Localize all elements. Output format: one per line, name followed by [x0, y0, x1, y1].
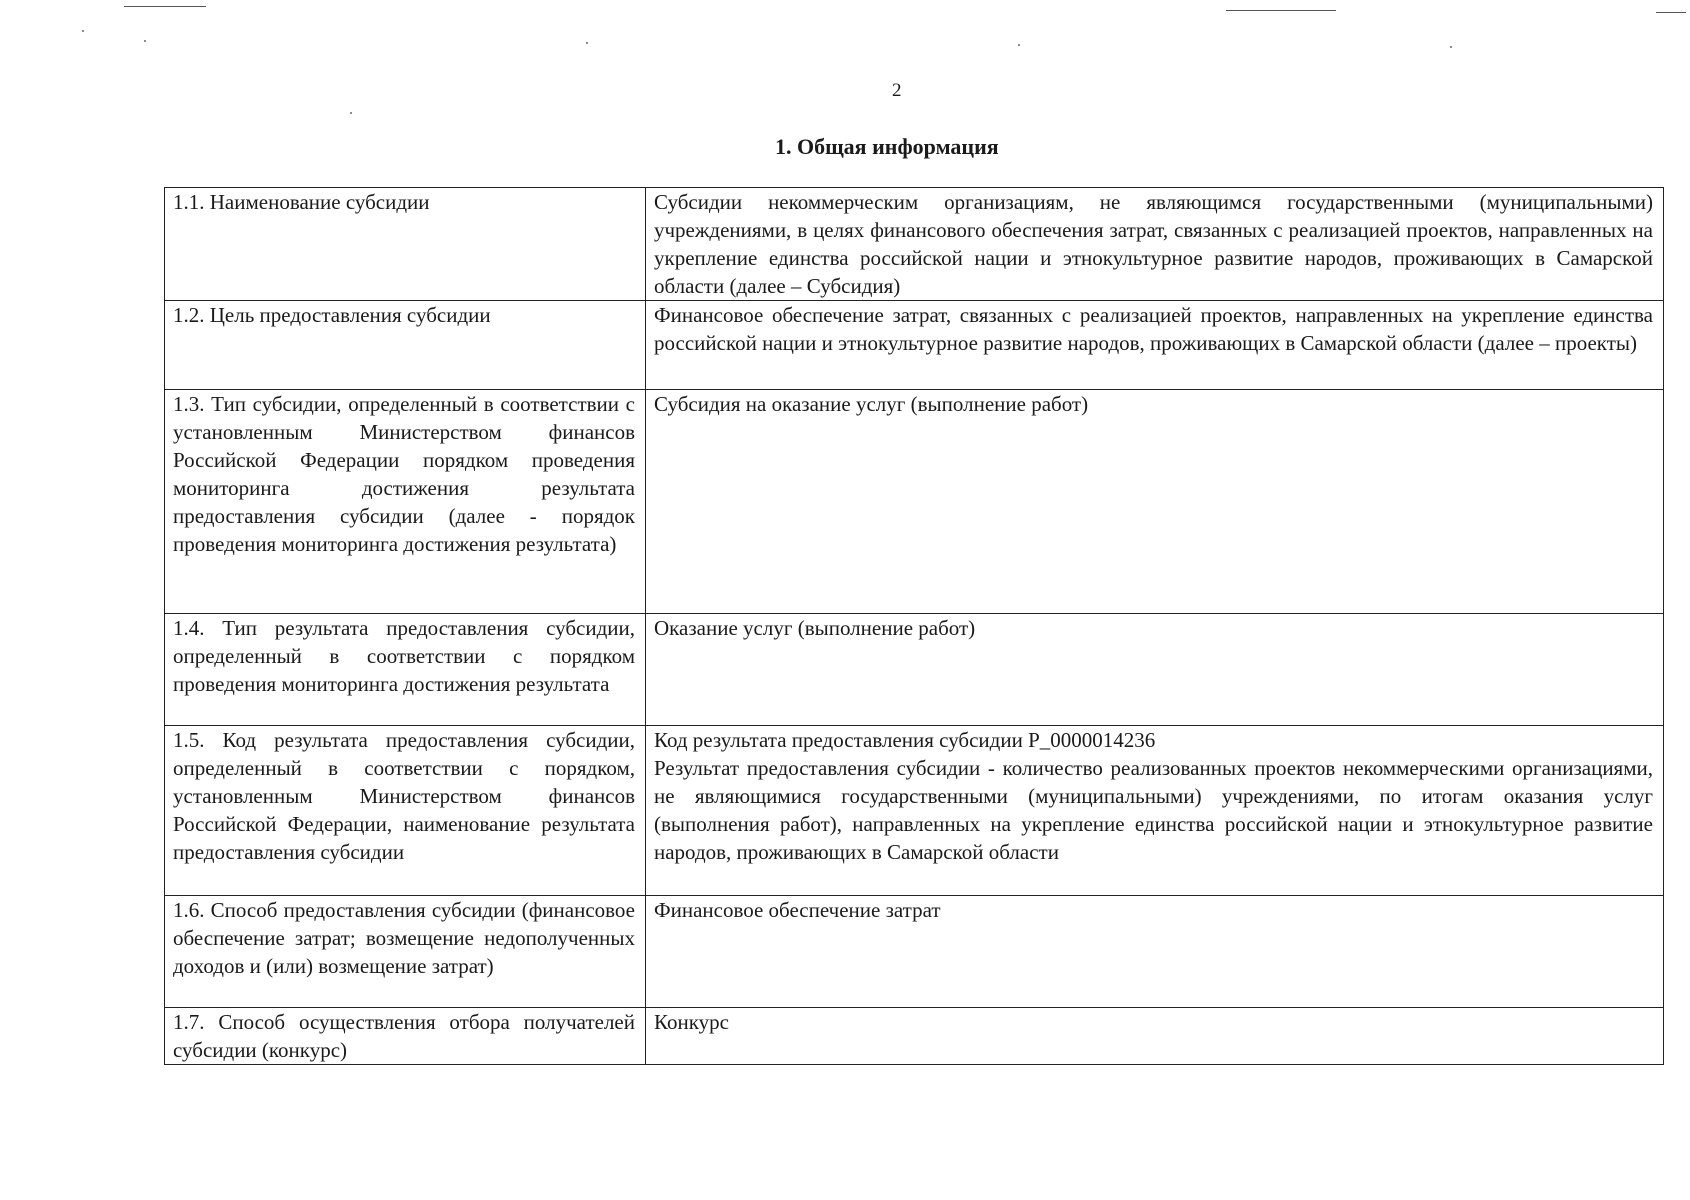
scan-artifact	[1656, 12, 1686, 13]
general-info-table	[164, 187, 1664, 1065]
row-label: 1.7. Способ осуществления отбора получателей субсидии (конкурс)	[165, 1008, 646, 1065]
scan-speck	[82, 30, 84, 32]
row-label: 1.2. Цель предоставления субсидии	[165, 301, 646, 390]
table-row	[165, 188, 1664, 301]
scan-speck	[1018, 44, 1020, 46]
table-row	[165, 301, 1664, 390]
table-row	[165, 896, 1664, 1008]
table-row	[165, 390, 1664, 614]
row-value: Финансовое обеспечение затрат	[646, 896, 1664, 1008]
table-row	[165, 726, 1664, 896]
result-description: Результат предоставления субсидии - количество реализованных проектов некоммерческими организациями, не являющимися государственными (муниципальными) учреждениями, по итогам оказания услуг (выполнения работ), направленных на укрепление единства российской нации и этнокультурное развитие народов, проживающих в Самарской области	[654, 756, 1653, 864]
scan-speck	[1450, 46, 1452, 48]
row-label: 1.3. Тип субсидии, определенный в соответствии с установленным Министерством финансов Российской Федерации порядком проведения мониторинга достижения результата предоставления субсидии (далее - порядок проведения мониторинга достижения результата)	[165, 390, 646, 614]
result-code: Код результата предоставления субсидии P_0000014236	[654, 728, 1156, 752]
row-label: 1.1. Наименование субсидии	[165, 188, 646, 301]
row-value: Финансовое обеспечение затрат, связанных с реализацией проектов, направленных на укрепление единства российской нации и этнокультурное развитие народов, проживающих в Самарской области (далее – проекты)	[646, 301, 1664, 390]
scan-speck	[350, 112, 352, 114]
scan-artifact	[1226, 10, 1336, 11]
scan-speck	[144, 40, 146, 42]
row-label: 1.4. Тип результата предоставления субсидии, определенный в соответствии с порядком проведения мониторинга достижения результата	[165, 614, 646, 726]
row-value	[646, 726, 1664, 896]
page-number-text: 2	[892, 80, 902, 101]
row-label: 1.6. Способ предоставления субсидии (финансовое обеспечение затрат; возмещение недополученных доходов и (или) возмещение затрат)	[165, 896, 646, 1008]
scan-artifact	[124, 6, 206, 7]
table-row	[165, 1008, 1664, 1065]
scan-speck	[586, 42, 588, 44]
row-value: Субсидия на оказание услуг (выполнение работ)	[646, 390, 1664, 614]
row-label: 1.5. Код результата предоставления субсидии, определенный в соответствии с порядком, установленным Министерством финансов Российской Федерации, наименование результата предоставления субсидии	[165, 726, 646, 896]
row-value: Субсидии некоммерческим организациям, не являющимся государственными (муниципальными) учреждениями, в целях финансового обеспечения затрат, связанных с реализацией проектов, направленных на укрепление единства российской нации и этнокультурное развитие народов, проживающих в Самарской области (далее – Субсидия)	[646, 188, 1664, 301]
row-value: Оказание услуг (выполнение работ)	[646, 614, 1664, 726]
table-row	[165, 614, 1664, 726]
section-title: 1. Общая информация	[775, 134, 999, 159]
row-value: Конкурс	[646, 1008, 1664, 1065]
